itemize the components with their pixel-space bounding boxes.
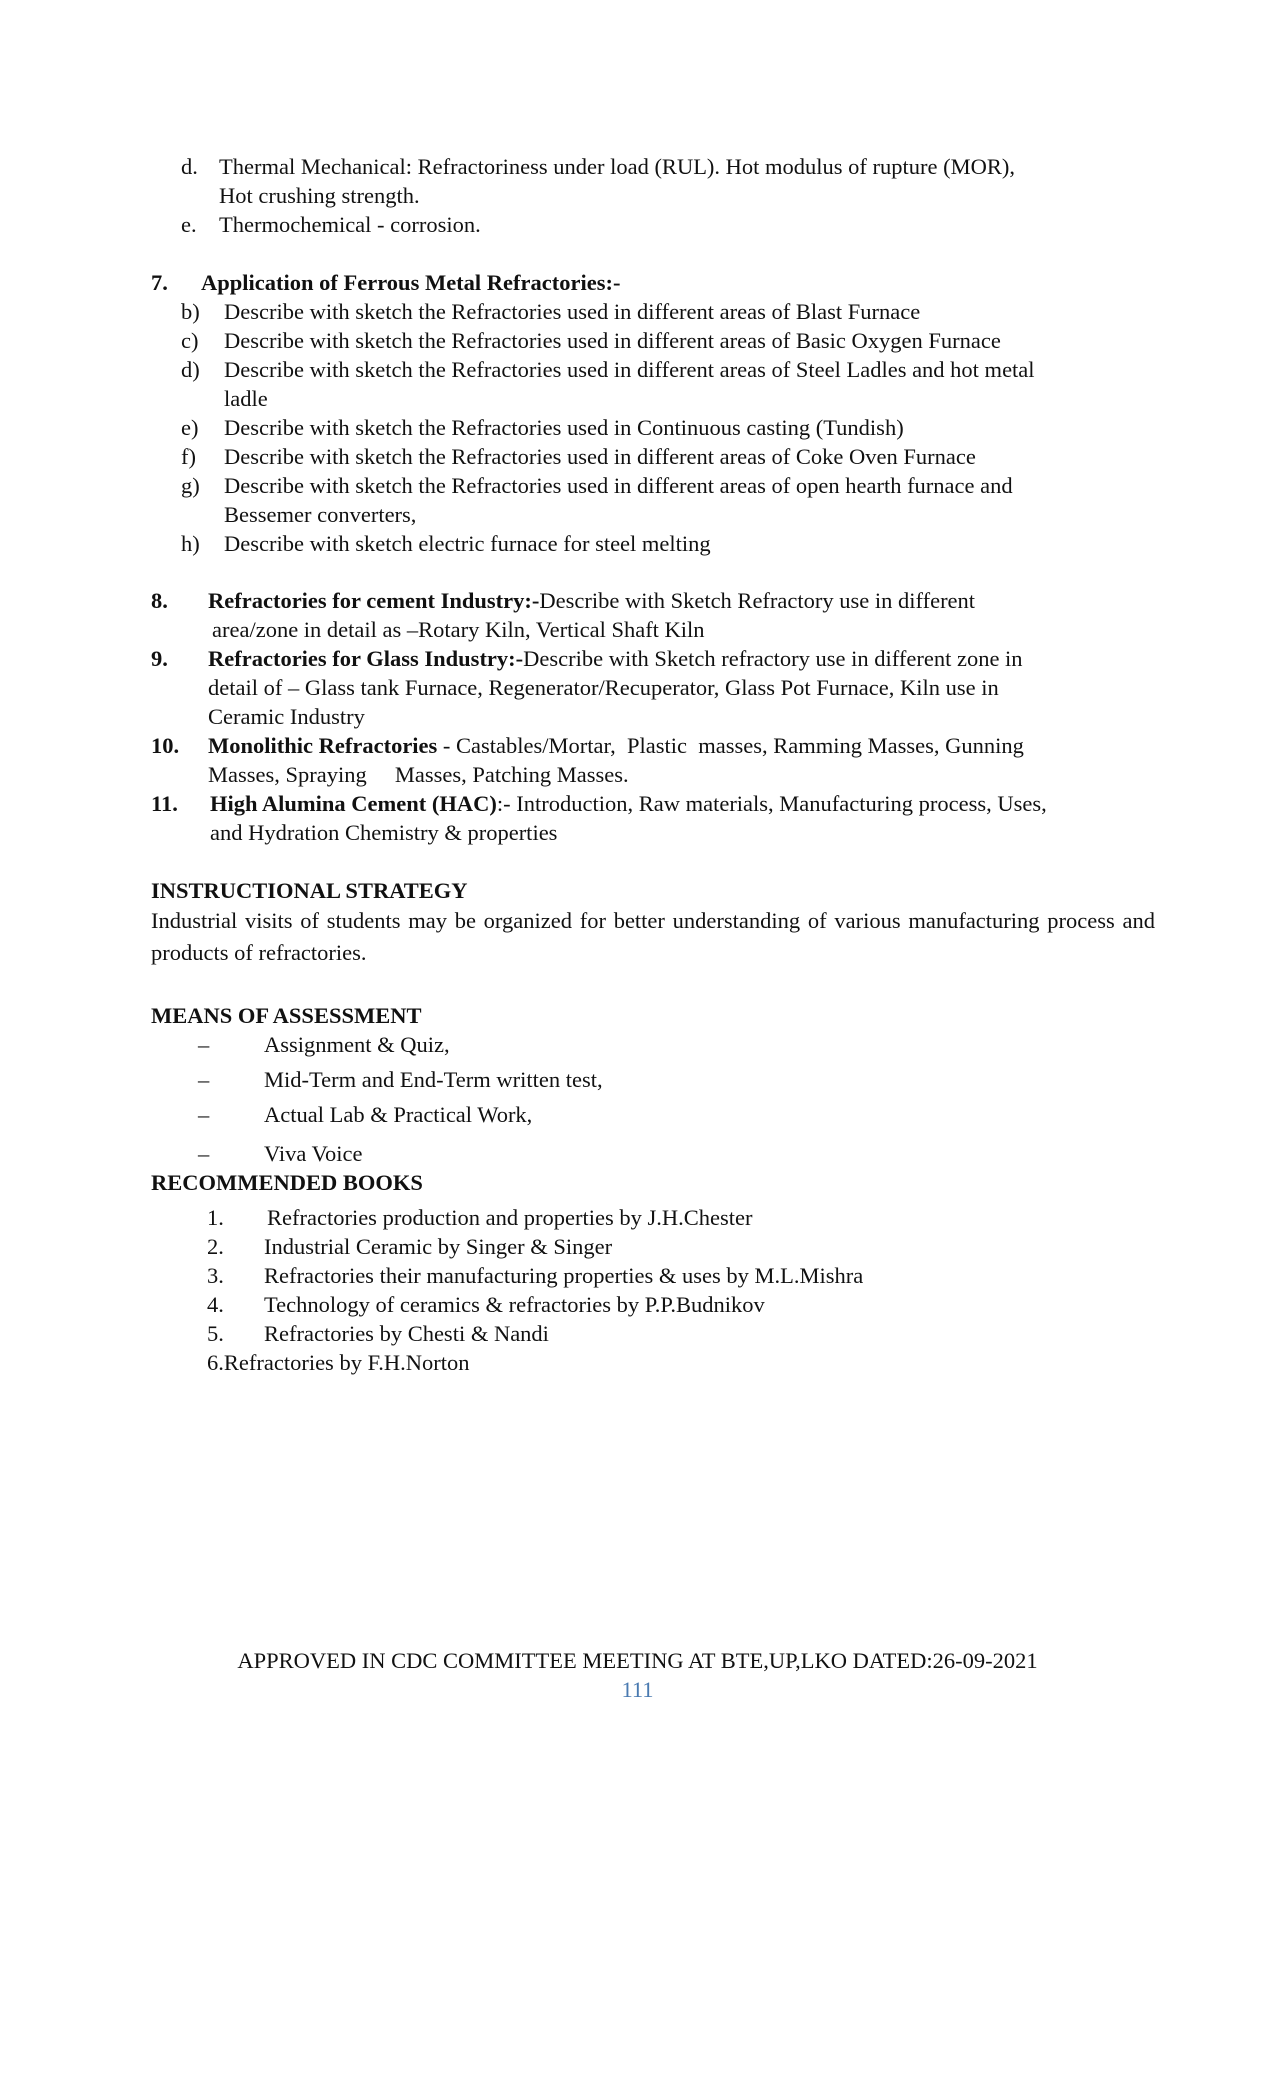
list-marker: f) (181, 444, 196, 469)
list-marker: d) (181, 357, 200, 382)
book-item: Industrial Ceramic by Singer & Singer (264, 1234, 613, 1259)
list-item-text: Describe with sketch electric furnace for steel melting (224, 531, 711, 556)
list-marker: 5. (207, 1321, 224, 1346)
section-number: 8. (151, 588, 168, 613)
list-marker: b) (181, 299, 200, 324)
list-item-text: Describe with sketch the Refractories used in different areas of Blast Furnace (224, 299, 921, 324)
list-marker: e) (181, 415, 199, 440)
list-marker: 3. (207, 1263, 224, 1288)
section-number: 7. (151, 270, 168, 295)
section-text: and Hydration Chemistry & properties (210, 820, 558, 845)
list-marker: 4. (207, 1292, 224, 1317)
assessment-item: Assignment & Quiz, (264, 1032, 450, 1057)
list-marker: 1. (207, 1205, 224, 1230)
assessment-item: Mid-Term and End-Term written test, (264, 1067, 603, 1092)
section-text: :- Introduction, Raw materials, Manufacturing process, Uses, (496, 791, 1047, 816)
book-item: 6.Refractories by F.H.Norton (207, 1350, 470, 1375)
section-text: Describe with Sketch Refractory use in different (539, 588, 976, 613)
list-item-text: Thermal Mechanical: Refractoriness under load (RUL). Hot modulus of rupture (MOR), (219, 154, 1016, 179)
section-title: Application of Ferrous Metal Refractories:- (201, 270, 621, 295)
assessment-item: Viva Voice (264, 1141, 363, 1166)
book-item: Refractories their manufacturing properties & uses by M.L.Mishra (264, 1263, 864, 1288)
section-number: 11. (151, 791, 178, 816)
section-8-line (208, 586, 975, 615)
list-item-text: Describe with sketch the Refractories used in different areas of Coke Oven Furnace (224, 444, 976, 469)
list-item-text: Describe with sketch the Refractories used in different areas of Steel Ladles and hot metal (224, 357, 1035, 382)
section-number: 10. (151, 733, 180, 758)
list-item-text: Hot crushing strength. (219, 183, 420, 208)
list-item-text: Describe with sketch the Refractories used in different areas of open hearth furnace and (224, 473, 1013, 498)
section-text: Describe with Sketch refractory use in different zone in (523, 646, 1023, 671)
instructional-strategy-heading: INSTRUCTIONAL STRATEGY (151, 878, 468, 903)
list-marker: e. (181, 212, 197, 237)
page-number: 111 (621, 1677, 654, 1702)
bullet-dash: – (198, 1067, 210, 1092)
list-item-text: Describe with sketch the Refractories used in Continuous casting (Tundish) (224, 415, 904, 440)
list-marker: d. (181, 154, 198, 179)
section-text: - Castables/Mortar, Plastic masses, Ramming Masses, Gunning (437, 733, 1024, 758)
list-item-text: Bessemer converters, (224, 502, 417, 527)
list-marker: g) (181, 473, 200, 498)
section-text: Ceramic Industry (208, 704, 365, 729)
bullet-dash: – (198, 1032, 210, 1057)
instructional-strategy-text: Industrial visits of students may be organized for better understanding of various manufacturing process and products of refractories. (151, 908, 1155, 965)
section-title: Refractories for cement Industry:- (208, 588, 540, 613)
bullet-dash: – (198, 1141, 210, 1166)
list-item-text: Thermochemical - corrosion. (219, 212, 481, 237)
section-title: Monolithic Refractories (208, 733, 438, 758)
book-item: Refractories production and properties by J.H.Chester (267, 1205, 753, 1230)
section-10-line (208, 731, 1024, 760)
book-item: Refractories by Chesti & Nandi (264, 1321, 549, 1346)
section-9-line (208, 644, 1023, 673)
means-of-assessment-heading: MEANS OF ASSESSMENT (151, 1003, 422, 1028)
list-item-text: Describe with sketch the Refractories used in different areas of Basic Oxygen Furnace (224, 328, 1001, 353)
recommended-books-heading: RECOMMENDED BOOKS (151, 1170, 423, 1195)
assessment-item: Actual Lab & Practical Work, (264, 1102, 533, 1127)
approval-footer: APPROVED IN CDC COMMITTEE MEETING AT BTE,UP,LKO DATED:26-09-2021 (237, 1648, 1038, 1673)
section-text: Masses, Spraying Masses, Patching Masses. (208, 762, 629, 787)
book-item: Technology of ceramics & refractories by P.P.Budnikov (264, 1292, 765, 1317)
section-text: detail of – Glass tank Furnace, Regenerator/Recuperator, Glass Pot Furnace, Kiln use in (208, 675, 999, 700)
list-marker: h) (181, 531, 200, 556)
section-title: Refractories for Glass Industry:- (208, 646, 524, 671)
list-marker: c) (181, 328, 199, 353)
section-text: area/zone in detail as –Rotary Kiln, Vertical Shaft Kiln (212, 617, 705, 642)
bullet-dash: – (198, 1102, 210, 1127)
section-11-line (210, 789, 1047, 818)
section-number: 9. (151, 646, 168, 671)
list-item-text: ladle (224, 386, 268, 411)
section-title: High Alumina Cement (HAC) (210, 791, 497, 816)
list-marker: 2. (207, 1234, 224, 1259)
